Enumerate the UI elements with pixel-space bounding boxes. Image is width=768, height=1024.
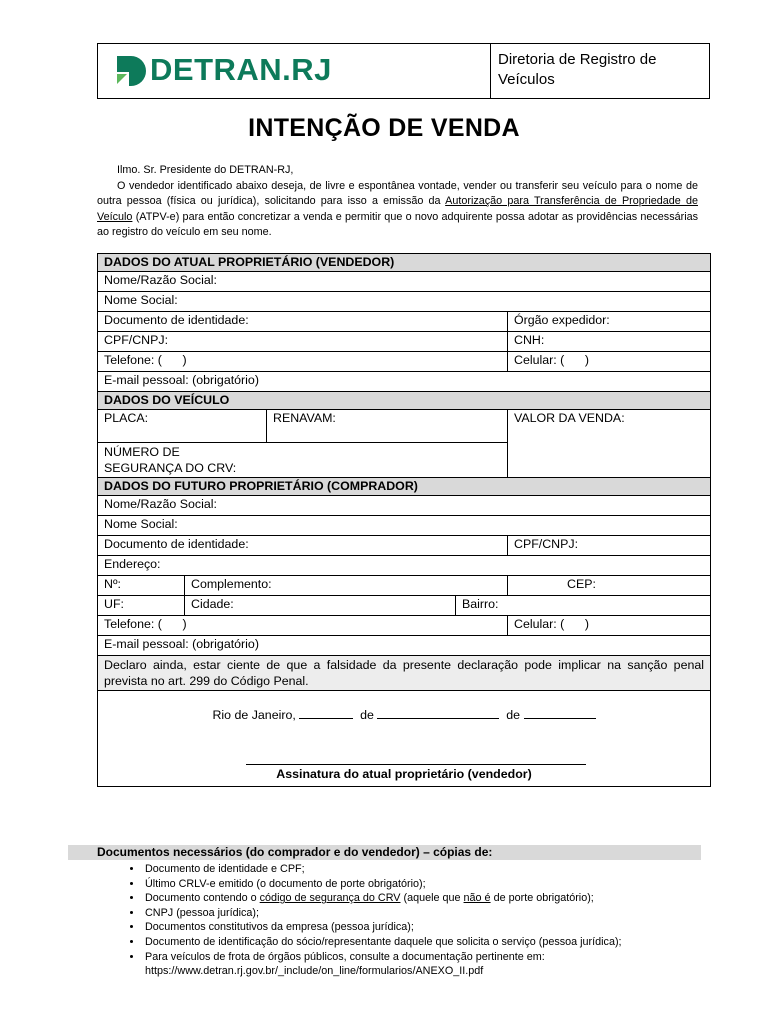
crv-security-field[interactable] [98,443,508,478]
de-label-2: de [506,708,521,722]
logo-text: DETRAN.RJ [150,52,332,87]
seller-social-name-field[interactable]: Nome Social: [98,292,711,312]
seller-cpf-field[interactable]: CPF/CNPJ: [98,332,508,352]
intro-text-1: O vendedor identificado abaixo deseja, de livre e espontânea vontade, vender ou transferir seu veículo para o nome de outra pessoa (física ou jurídica), solicitando para isso a emissão da [97,179,698,207]
list-item: • CNPJ (pessoa jurídica); [143,906,707,921]
seller-issuer-field[interactable]: Órgão expedidor: [508,312,711,332]
year-blank[interactable] [524,718,596,719]
buyer-section-title: DADOS DO FUTURO PROPRIETÁRIO (COMPRADOR) [98,478,711,496]
seller-name-field[interactable]: Nome/Razão Social: [98,272,711,292]
buyer-address-field[interactable]: Endereço: [98,556,711,576]
form-table [97,253,711,787]
buyer-cpf-field[interactable]: CPF/CNPJ: [508,536,711,556]
documents-heading: Documentos necessários (do comprador e do vendedor) – cópias de: [68,845,701,860]
intro-text [97,163,698,241]
item-3-text-c: (aquele que [400,892,464,905]
day-blank[interactable] [299,718,353,719]
signature-line[interactable] [246,764,586,765]
atpv-link-text: Autorização para Transferência de Propriedade de Veículo [97,195,698,223]
crv-label-line-1: NÚMERO DE [104,445,180,459]
intro-text-2: (ATPV-e) para então concretizar a venda e permitir que o novo adquirente possa adotar as providências necessárias ao registro do veículo em seu nome. [97,210,698,238]
list-item: • Último CRLV-e emitido (o documento de porte obrigatório); [143,877,707,892]
signature-caption: Assinatura do atual proprietário (vendedor) [276,767,532,781]
buyer-email-field[interactable]: E-mail pessoal: (obrigatório) [98,636,711,656]
buyer-district-field[interactable]: Bairro: [456,596,711,616]
buyer-complement-field[interactable]: Complemento: [185,576,508,596]
document-header [97,43,710,99]
salutation: Ilmo. Sr. Presidente do DETRAN-RJ, [117,164,294,176]
list-item: • Documentos constitutivos da empresa (pessoa jurídica); [143,920,707,935]
seller-section-title: DADOS DO ATUAL PROPRIETÁRIO (VENDEDOR) [98,254,711,272]
header-divider [490,44,491,98]
buyer-number-field[interactable]: Nº: [98,576,185,596]
department-name: Diretoria de Registro de Veículos [498,51,657,88]
declaration-text: Declaro ainda, estar ciente de que a falsidade da presente declaração pode implicar na sanção penal prevista no art. 299 do Código Penal. [98,656,711,691]
buyer-city-field[interactable]: Cidade: [185,596,456,616]
crv-label-line-2: SEGURANÇA DO CRV: [104,461,237,475]
documents-list [97,862,707,979]
seller-email-field[interactable]: E-mail pessoal: (obrigatório) [98,372,711,392]
item-3-text-d: não é [463,892,491,905]
price-field[interactable]: VALOR DA VENDA: [508,410,711,478]
list-item [143,891,707,906]
item-3-text-b: código de segurança do CRV [259,892,401,905]
city-label: Rio de Janeiro, [212,708,296,722]
renavam-field[interactable]: RENAVAM: [267,410,508,443]
month-blank[interactable] [377,718,499,719]
seller-phone-field[interactable]: Telefone: ( ) [98,352,508,372]
buyer-state-field[interactable]: UF: [98,596,185,616]
buyer-phone-field[interactable]: Telefone: ( ) [98,616,508,636]
buyer-social-name-field[interactable]: Nome Social: [98,516,711,536]
buyer-name-field[interactable]: Nome/Razão Social: [98,496,711,516]
signature-area [98,691,711,787]
list-item: • Documento de identificação do sócio/representante daquele que solicita o serviço (pessoa jurídica); [143,935,707,950]
de-label-1: de [360,708,374,722]
plate-field[interactable]: PLACA: [98,410,267,443]
list-item: • Documento de identidade e CPF; [143,862,707,877]
list-item: • Para veículos de frota de órgãos públicos, consulte a documentação pertinente em: https://www.detran.rj.gov.br/_include/on_line/formularios/ANEXO_II.pdf [143,950,707,979]
item-3-text-e: de porte obrigatório); [490,892,594,905]
seller-mobile-field[interactable]: Celular: ( ) [508,352,711,372]
buyer-zip-field[interactable]: CEP: [508,576,711,596]
seller-id-doc-field[interactable]: Documento de identidade: [98,312,508,332]
vehicle-section-title: DADOS DO VEÍCULO [98,392,711,410]
seller-cnh-field[interactable]: CNH: [508,332,711,352]
intro-paragraph [97,179,698,241]
page-title: INTENÇÃO DE VENDA [248,114,520,142]
item-3-text-a: Documento contendo o [145,892,260,905]
detran-logo-icon [115,54,147,88]
buyer-id-doc-field[interactable]: Documento de identidade: [98,536,508,556]
buyer-mobile-field[interactable]: Celular: ( ) [508,616,711,636]
date-line [98,708,710,722]
